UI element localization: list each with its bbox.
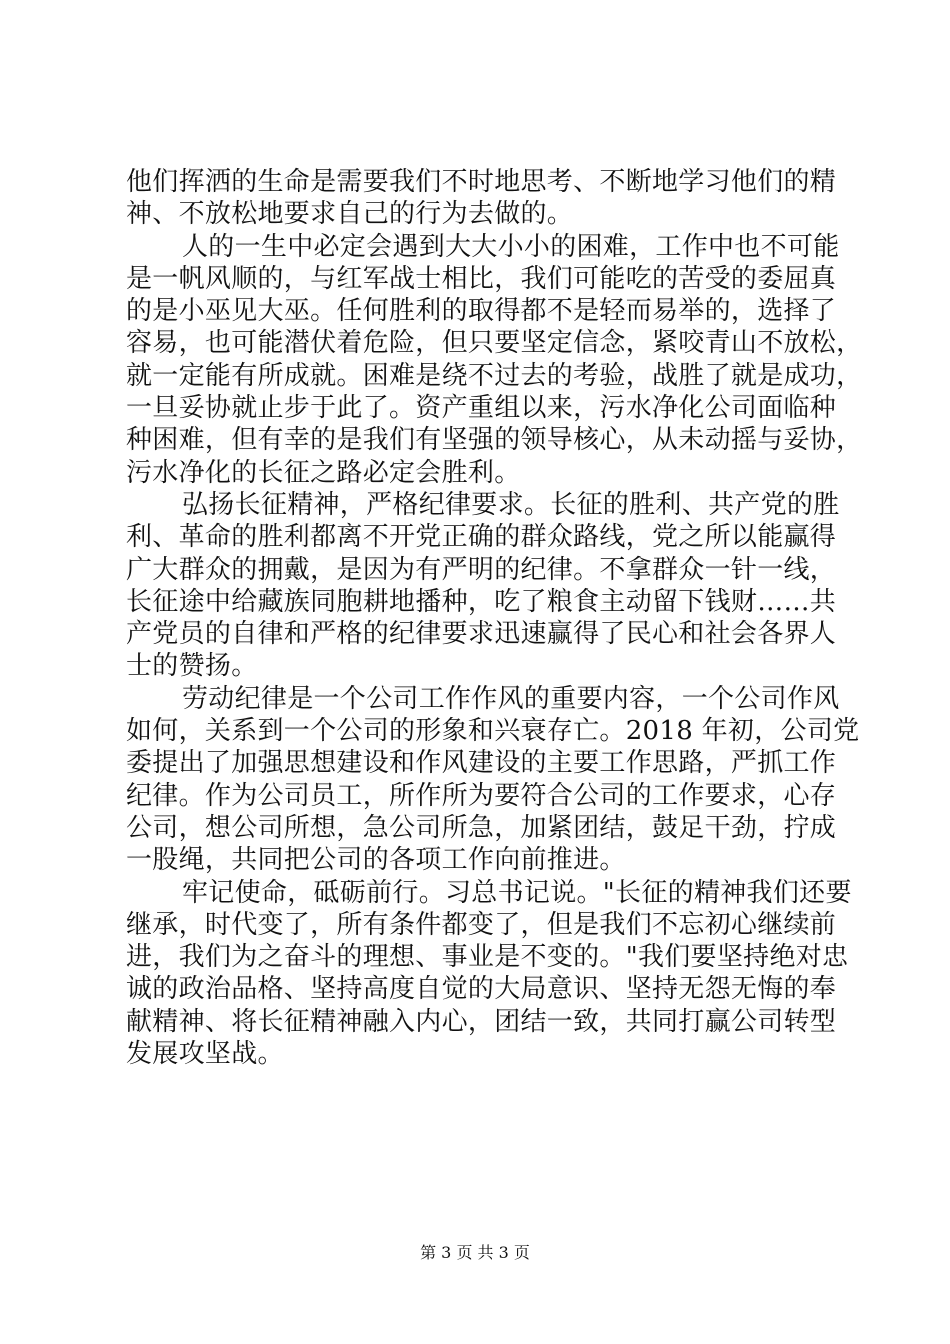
text-line: 如何，关系到一个公司的形象和兴衰存亡。2018 年初，公司党 [126,716,860,747]
text-line: 一股绳，共同把公司的各项工作向前推进。 [126,845,626,876]
document-body [126,166,863,1070]
text-line: 神、不放松地要求自己的行为去做的。 [126,199,574,230]
text-line: 容易，也可能潜伏着危险，但只要坚定信念，紧咬青山不放松， [126,328,863,359]
text-line: 种困难，但有幸的是我们有坚强的领导核心，从未动摇与妥协， [126,425,863,456]
text-line: 委提出了加强思想建设和作风建设的主要工作思路，严抓工作 [126,748,837,779]
text-line: 人的一生中必定会遇到大大小小的困难，工作中也不可能 [182,231,840,262]
page-number-label: 第 3 页 共 3 页 [420,1243,530,1262]
text-line: 一旦妥协就止步于此了。资产重组以来，污水净化公司面临种 [126,393,837,424]
text-line: 纪律。作为公司员工，所作所为要符合公司的工作要求，心存 [126,780,837,811]
text-line: 长征途中给藏族同胞耕地播种，吃了粮食主动留下钱财……共 [126,586,837,617]
text-line: 劳动纪律是一个公司工作作风的重要内容，一个公司作风 [182,683,840,714]
text-line: 牢记使命，砥砺前行。习总书记说。"长征的精神我们还要 [182,877,852,908]
text-line: 士的赞扬。 [126,651,258,682]
text-line: 公司，想公司所想，急公司所急，加紧团结，鼓足干劲，拧成 [126,812,837,843]
text-line: 发展攻坚战。 [126,1039,284,1070]
text-line: 产党员的自律和严格的纪律要求迅速赢得了民心和社会各界人 [126,619,837,650]
text-line: 就一定能有所成就。困难是绕不过去的考验，战胜了就是成功， [126,360,863,391]
text-line: 进，我们为之奋斗的理想、事业是不变的。"我们要坚持绝对忠 [126,942,849,973]
text-line: 他们挥洒的生命是需要我们不时地思考、不断地学习他们的精 [126,167,837,197]
text-line: 污水净化的长征之路必定会胜利。 [126,457,521,488]
text-line: 利、革命的胜利都离不开党正确的群众路线，党之所以能赢得 [126,522,837,553]
text-line: 献精神、将长征精神融入内心，团结一致，共同打赢公司转型 [126,1006,837,1037]
text-line: 是一帆风顺的，与红军战士相比，我们可能吃的苦受的委屈真 [126,263,837,294]
text-line: 弘扬长征精神，严格纪律要求。长征的胜利、共产党的胜 [182,489,840,520]
text-line: 诚的政治品格、坚持高度自觉的大局意识、坚持无怨无悔的奉 [126,974,837,1005]
text-line: 广大群众的拥戴，是因为有严明的纪律。不拿群众一针一线， [126,554,837,585]
text-line: 继承，时代变了，所有条件都变了，但是我们不忘初心继续前 [126,909,837,940]
text-line: 的是小巫见大巫。任何胜利的取得都不是轻而易举的，选择了 [126,296,837,327]
page-footer [0,1243,950,1263]
